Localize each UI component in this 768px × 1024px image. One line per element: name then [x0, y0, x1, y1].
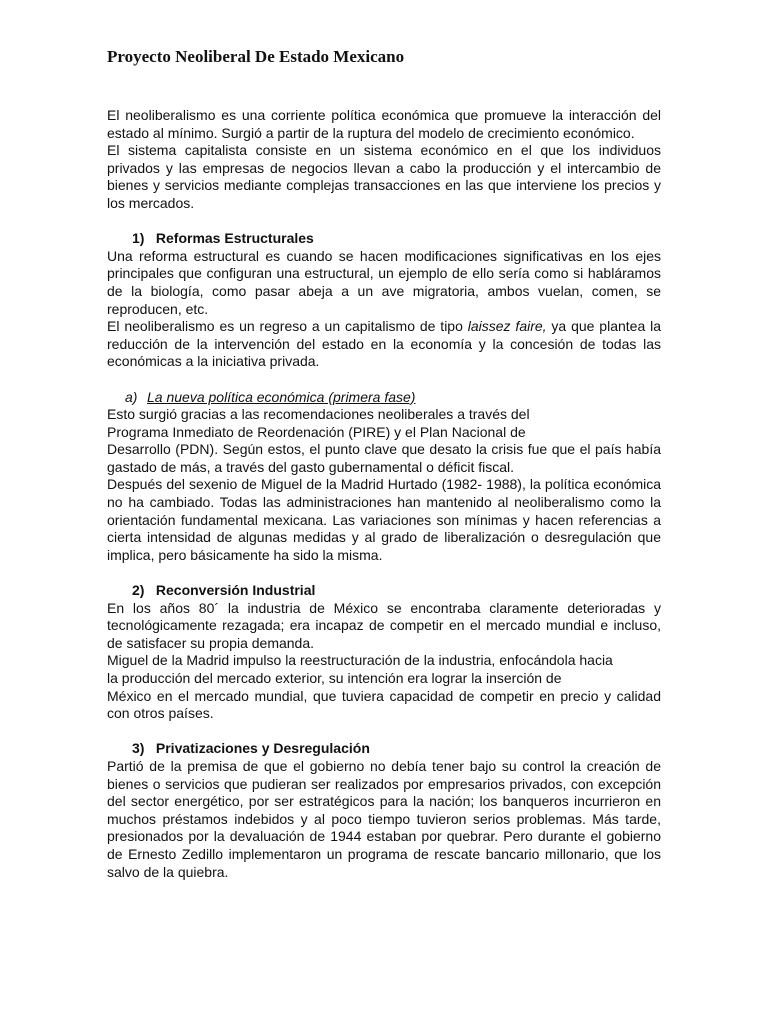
intro-paragraph-2: El sistema capitalista consiste en un sistema económico en el que los individuos privados y las empresas de negocios llevan a cabo la producción y el intercambio de bienes y servicios mediante complejas transacciones en las que interviene los precios y los mercados. [107, 142, 661, 211]
spacer [107, 371, 661, 389]
laissez-faire-term: laissez faire, [467, 318, 547, 335]
section-1-p2-text-after: ya que plantea la reducción de la intervención del estado en la economía y la concesión de todas las económicas a la iniciativa privada. [107, 318, 662, 370]
section-3-title: Privatizaciones y Desregulación [155, 740, 370, 757]
subsection-a-line-3: Desarrollo (PDN). Según estos, el punto clave que desato la crisis fue que el país había gastado de más, a través del gasto gubernamental o déficit fiscal. [107, 441, 661, 475]
section-2-title: Reconversión Industrial [155, 582, 316, 599]
intro-paragraph-1: El neoliberalismo es una corriente política económica que promueve la interacción del estado al mínimo. Surgió a partir de la ruptura del modelo de crecimiento económico. [107, 107, 661, 141]
section-3-number: 3) [132, 740, 145, 757]
spacer [107, 564, 661, 582]
subsection-a-letter: a) [125, 388, 138, 405]
document-title: Proyecto Neoliberal De Estado Mexicano [107, 47, 405, 66]
section-1-number: 1) [132, 230, 145, 247]
section-1-paragraph-1: Una reforma estructural es cuando se hacen modificaciones significativas en los ejes principales que configuran una estructural, un ejemplo de ello sería como si habláramos de la biología, como pasar abeja a un ave migratoria, ambos vuelan, comen, se reproducen, etc. [107, 247, 661, 317]
section-2-heading [107, 582, 661, 600]
spacer [107, 723, 661, 741]
section-2-paragraph-1: En los años 80´ la industria de México se encontraba claramente deterioradas y tecnológicamente rezagada; era incapaz de competir en el mercado mundial e incluso, de satisfacer su propia demanda. [107, 599, 661, 651]
section-2-line-3: México en el mercado mundial, que tuviera capacidad de competir en precio y calidad con otros países. [107, 687, 661, 722]
section-1-paragraph-2 [107, 318, 661, 371]
section-1-heading [107, 230, 661, 248]
subsection-a-paragraph-2: Después del sexenio de Miguel de la Madrid Hurtado (1982- 1988), la política económica no ha cambiado. Todas las administraciones han mantenido al neoliberalismo como la orientación fundamental mexicana. Las variaciones son mínimas y hacen referencias a cierta intensidad de algunas medidas y al grado de liberalización o desregulación que implica, pero básicamente ha sido la misma. [107, 476, 661, 563]
section-2-line-1: Miguel de la Madrid impulso la reestructuración de la industria, enfocándola hacia [107, 652, 613, 669]
subsection-a-title: La nueva política económica (primera fase) [147, 388, 416, 405]
subsection-a-line-2: Programa Inmediato de Reordenación (PIRE) y el Plan Nacional de [107, 423, 526, 440]
section-3-paragraph-1: Partió de la premisa de que el gobierno no debía tener bajo su control la creación de bienes o servicios que pudieran ser realizados por empresarios privados, con excepción del sector energético, por ser estratégicos para la nación; los banqueros incurrieron en muchos préstamos indebidos y al poco tiempo tuvieron serios problemas. Más tarde, presionados por la devaluación de 1944 estaban por quebrar. Pero durante el gobierno de Ernesto Zedillo implementaron un programa de rescate bancario millonario, que los salvo de la quiebra. [107, 757, 661, 880]
section-1-p2-text-before: El neoliberalismo es un regreso a un capitalismo de tipo [107, 318, 468, 335]
subsection-a-line-1: Esto surgió gracias a las recomendaciones neoliberales a través del [107, 406, 530, 423]
section-1-title: Reformas Estructurales [155, 230, 314, 247]
section-3-heading [107, 740, 661, 758]
spacer [107, 213, 661, 231]
subsection-a-heading [107, 389, 661, 407]
section-2-number: 2) [132, 582, 145, 599]
section-2-line-2: la producción del mercado exterior, su intención era lograr la inserción de [107, 670, 562, 686]
